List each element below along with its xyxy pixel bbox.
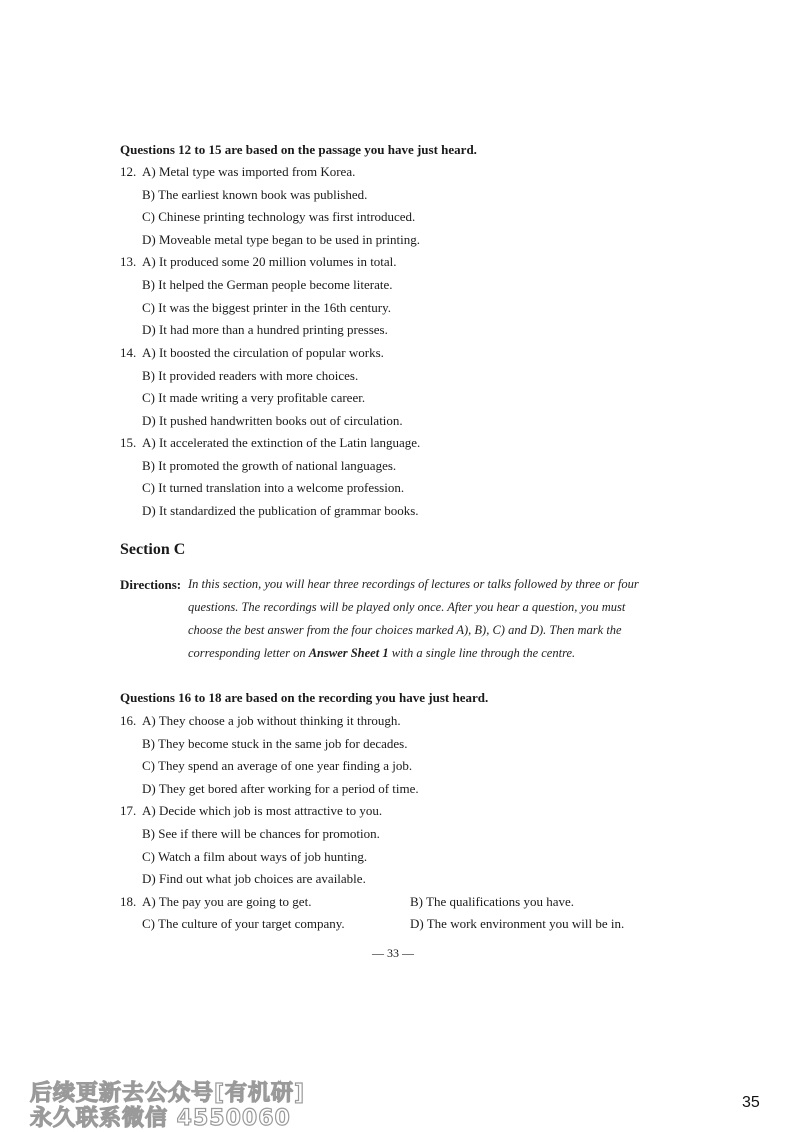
question-12-option-a: 12. A) Metal type was imported from Korea. — [120, 164, 356, 179]
directions-line-2: questions. The recordings will be played only once. After you hear a question, you must — [188, 600, 626, 614]
question-12-option-b: B) The earliest known book was published. — [142, 187, 368, 202]
question-15-option-b: B) It promoted the growth of national languages. — [142, 458, 397, 473]
question-18-option-a: 18. A) The pay you are going to get. — [120, 894, 312, 909]
question-17-option-d: D) Find out what job choices are available. — [142, 871, 366, 886]
directions-line-4: corresponding letter on Answer Sheet 1 with a single line through the centre. — [188, 646, 576, 660]
question-12-option-c: C) Chinese printing technology was first introduced. — [142, 209, 416, 224]
question-17-option-c: C) Watch a film about ways of job hunting. — [142, 849, 368, 864]
answer-sheet-reference: Answer Sheet 1 — [308, 646, 389, 660]
question-16-option-c: C) They spend an average of one year finding a job. — [142, 758, 413, 773]
watermark-line-1: 后续更新去公众号[有机研] — [30, 1081, 306, 1106]
question-14-option-d: D) It pushed handwritten books out of circulation. — [142, 413, 403, 428]
question-15-option-c: C) It turned translation into a welcome profession. — [142, 480, 405, 495]
watermark-line-2: 永久联系微信 4550060 — [30, 1106, 291, 1131]
questions-16-18-heading: Questions 16 to 18 are based on the recording you have just heard. — [120, 690, 489, 705]
directions-line-3: choose the best answer from the four choices marked A), B), C) and D). Then mark the — [188, 623, 622, 637]
question-18-option-d: D) The work environment you will be in. — [410, 916, 625, 931]
question-17-option-a: 17. A) Decide which job is most attractive to you. — [120, 803, 383, 818]
question-14-option-c: C) It made writing a very profitable career. — [142, 390, 366, 405]
question-12-option-d: D) Moveable metal type began to be used in printing. — [142, 232, 420, 247]
question-16-option-b: B) They become stuck in the same job for decades. — [142, 736, 408, 751]
directions-line-1: In this section, you will hear three recordings of lectures or talks followed by three or four — [188, 577, 639, 591]
question-16-option-d: D) They get bored after working for a period of time. — [142, 781, 419, 796]
question-13-option-a: 13. A) It produced some 20 million volumes in total. — [120, 254, 397, 269]
question-14-option-b: B) It provided readers with more choices. — [142, 368, 359, 383]
section-c-title: Section C — [120, 541, 186, 558]
question-17-option-b: B) See if there will be chances for promotion. — [142, 826, 380, 841]
corner-page-number: 35 — [742, 1094, 760, 1111]
question-14-option-a: 14. A) It boosted the circulation of popular works. — [120, 345, 384, 360]
question-13-option-c: C) It was the biggest printer in the 16th century. — [142, 300, 391, 315]
question-13-option-b: B) It helped the German people become literate. — [142, 277, 393, 292]
question-13-option-d: D) It had more than a hundred printing presses. — [142, 322, 388, 337]
question-18-option-b: B) The qualifications you have. — [410, 894, 575, 909]
question-15-option-d: D) It standardized the publication of grammar books. — [142, 503, 419, 518]
questions-12-15-heading: Questions 12 to 15 are based on the passage you have just heard. — [120, 142, 477, 157]
page-number: — 33 — — [372, 946, 414, 960]
directions-label: Directions: — [120, 577, 182, 592]
question-16-option-a: 16. A) They choose a job without thinking it through. — [120, 713, 401, 728]
question-15-option-a: 15. A) It accelerated the extinction of the Latin language. — [120, 435, 421, 450]
question-18-option-c: C) The culture of your target company. — [142, 916, 345, 931]
